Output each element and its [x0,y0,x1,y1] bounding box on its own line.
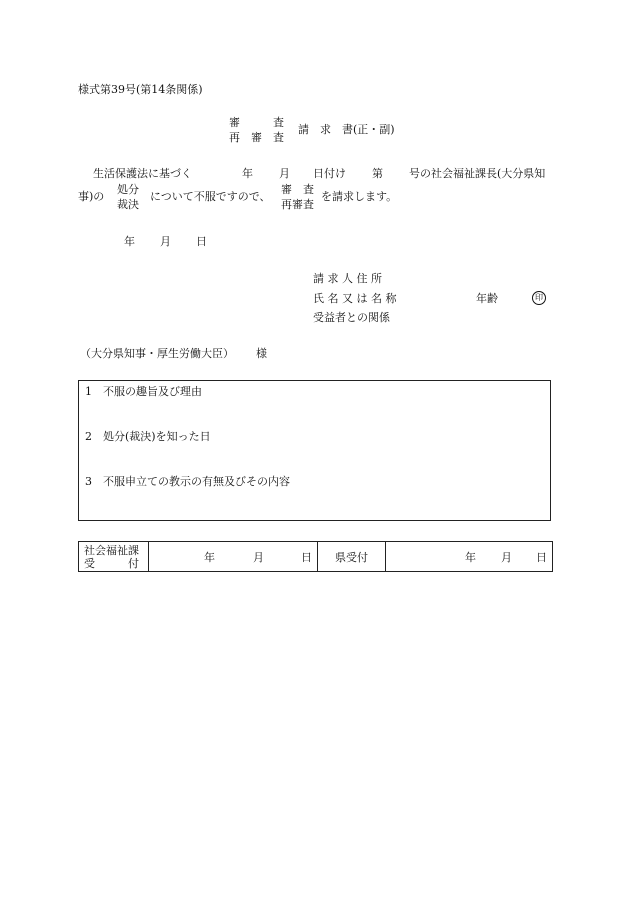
requester-address-label: 請 求 人 住 所 [313,272,382,285]
addressee-honorific: 様 [256,347,267,360]
reception-pref-year: 年 [465,551,476,564]
reception-pref-day: 日 [536,551,547,564]
requester-age-label: 年齢 [476,292,498,305]
title-choice-re-review: 再 審 査 [229,131,284,144]
body-month: 月 [279,167,290,180]
reasons-box [78,380,551,521]
date-day: 日 [196,235,207,248]
choice-ruling: 裁決 [117,198,139,211]
body-review-choice [281,184,314,210]
addressee: （大分県知事・厚生労働大臣） [80,347,234,360]
reception-dept-top: 社会福祉課 [84,543,139,557]
body-line2-suffix: を請求します。 [321,190,398,203]
item-1: 1 不服の趣旨及び理由 [85,385,202,398]
body-dai: 第 [372,167,383,180]
reception-pref-label: 県受付 [318,542,386,572]
choice-re-review: 再審査 [281,198,314,211]
item-2: 2 処分(裁決)を知った日 [85,430,211,443]
reception-row [79,542,553,572]
body-day-suffix: 日付け [313,167,346,180]
body-go-suffix: 号の社会福祉課長(大分県知 [409,167,546,180]
date-year: 年 [124,235,135,248]
date-month: 月 [160,235,171,248]
choice-review: 審 査 [281,183,314,196]
reception-dept-bottom: 受 付 [84,556,139,570]
seal-mark-icon: 印 [532,291,546,305]
reception-pref-date [386,542,553,572]
body-prefix: 生活保護法に基づく [93,167,192,180]
item-3: 3 不服申立ての教示の有無及びその内容 [85,475,290,488]
requester-name-label: 氏 名 又 は 名 称 [313,292,397,305]
body-disposition-choice [117,184,139,210]
title-suffix: 請 求 書(正・副) [298,123,395,136]
title-choice-review: 審 査 [229,116,284,129]
reception-dept-date [149,542,318,572]
reception-dept-year: 年 [204,551,215,564]
reception-pref-month: 月 [501,551,512,564]
choice-disposition: 処分 [117,183,139,196]
reception-dept-month: 月 [253,551,264,564]
body-line2-middle: について不服ですので、 [150,190,271,203]
form-number: 様式第39号(第14条関係) [78,83,203,96]
title-choice [229,117,284,143]
reception-dept-day: 日 [301,551,312,564]
requester-relation-label: 受益者との関係 [313,311,390,324]
body-year: 年 [242,167,253,180]
reception-table [78,541,553,572]
reception-dept-label [79,542,149,572]
body-line2-prefix: 事)の [78,190,105,203]
